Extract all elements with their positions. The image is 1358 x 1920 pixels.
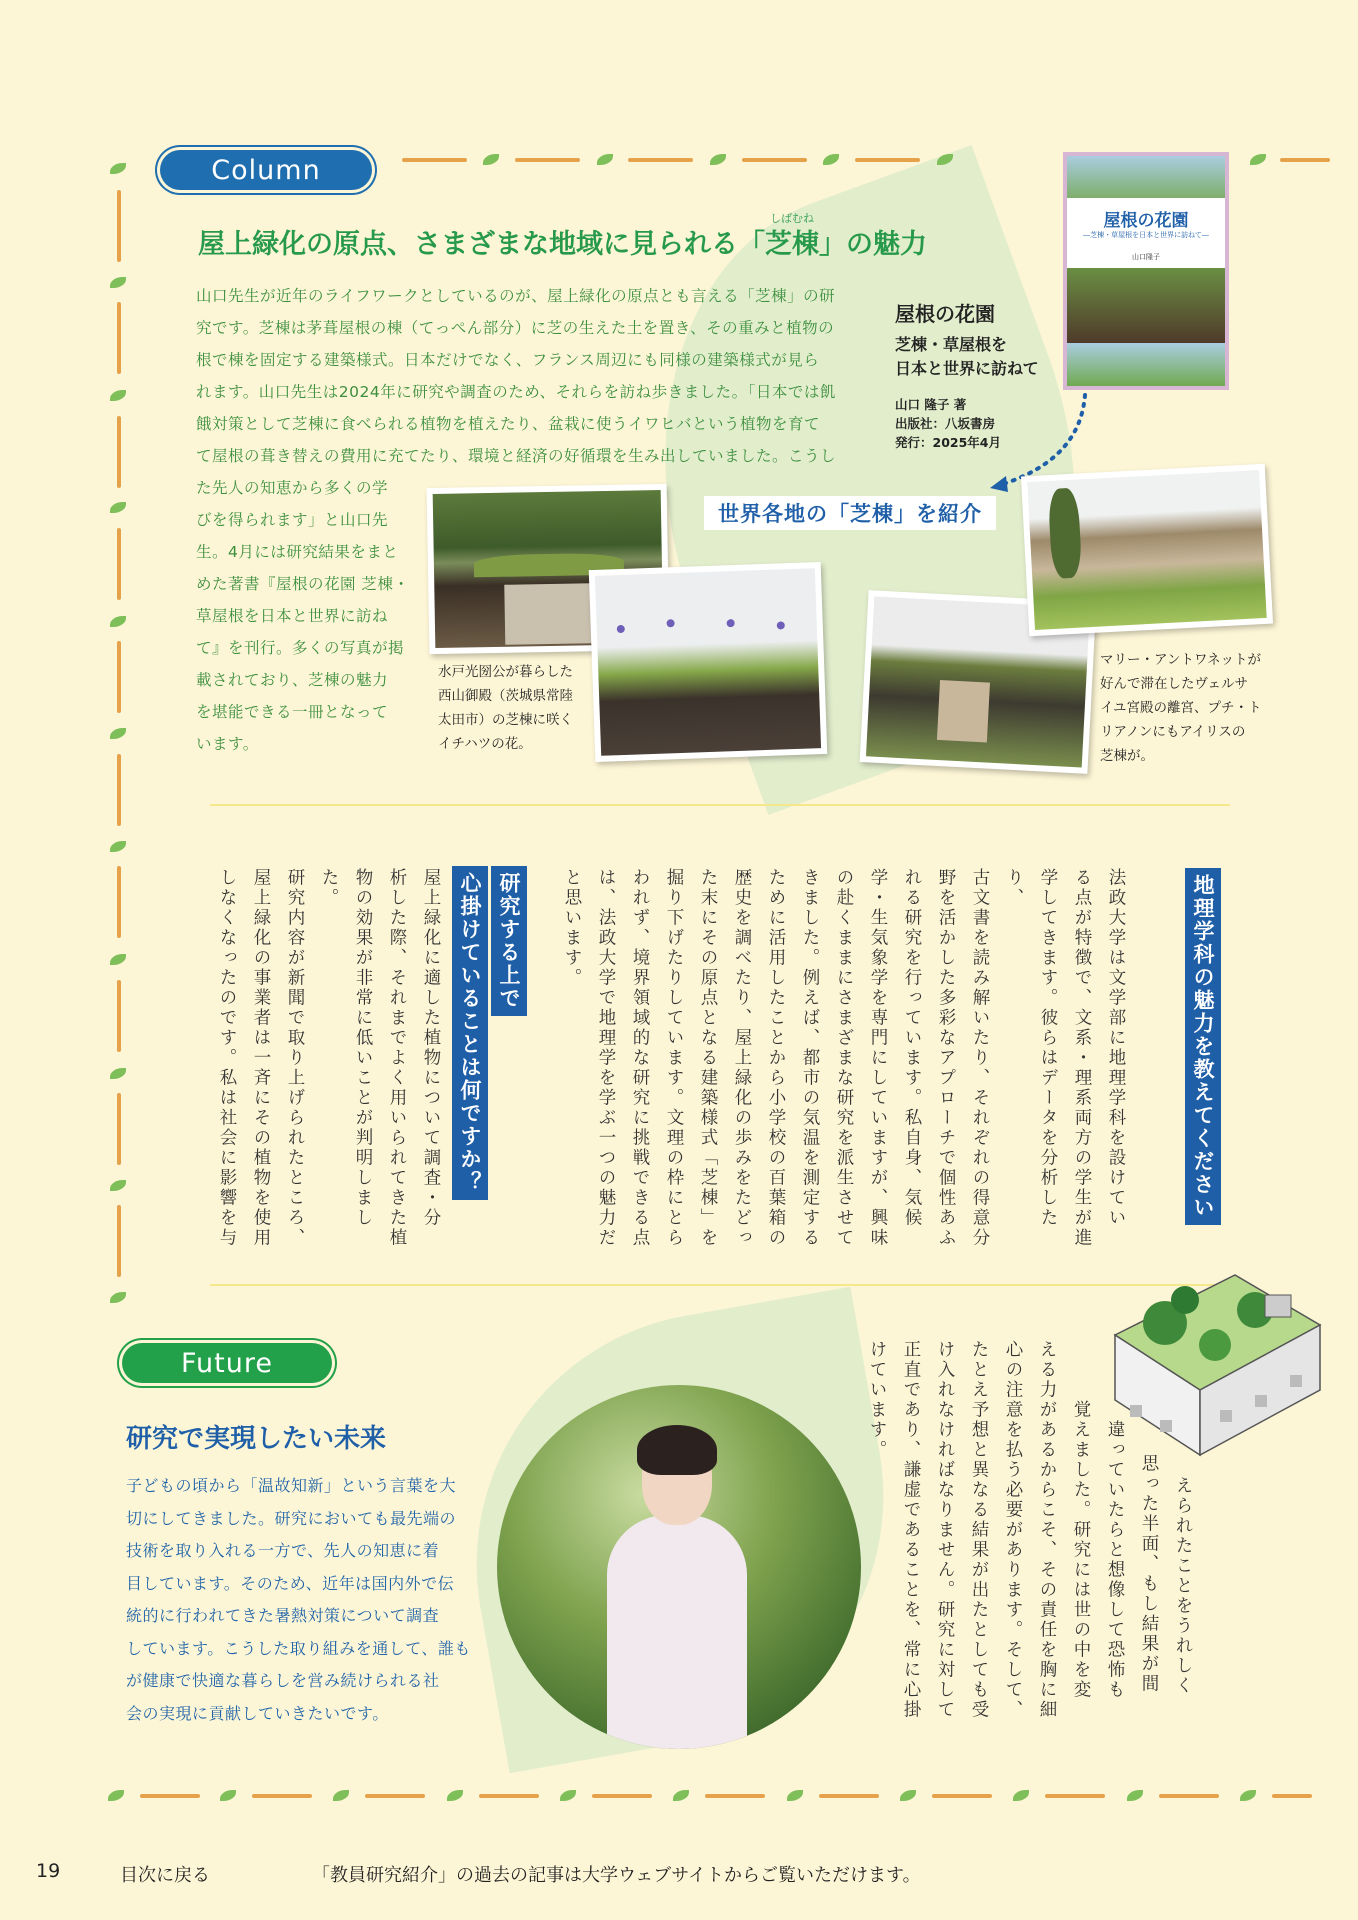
paragraph-line: 載されており、芝棟の魅力 — [196, 671, 389, 689]
q2-line: け入れなければなりません。研究に対して — [935, 1340, 955, 1720]
column-badge — [160, 150, 372, 190]
book-author: 山口 隆子 著 — [895, 397, 967, 412]
q1-line: と思います。 — [562, 868, 582, 988]
paragraph-line: 山口先生が近年のライフワークとしているのが、屋上緑化の原点とも言える「芝棟」の研 — [196, 287, 836, 305]
q2-line: 正直であり、謙虚であることを、常に心掛 — [901, 1340, 921, 1720]
future-line: 目しています。そのため、近年は国内外で伝 — [126, 1573, 455, 1593]
q1-line: 古文書を読み解いたり、それぞれの得意分 — [970, 868, 990, 1248]
q2-heading-line2: 心掛けていることは何ですか？ — [452, 866, 488, 1200]
future-line: 子どもの頃から「温故知新」という言葉を大 — [126, 1476, 457, 1495]
photo-petit-trianon — [1021, 464, 1273, 637]
caption-line: イチハツの花。 — [438, 736, 532, 752]
column-paragraph — [196, 280, 846, 472]
future-line: 統的に行われてきた暑熱対策について調査 — [126, 1606, 440, 1625]
q2-line: 思った半面、もし結果が間 — [1139, 1454, 1159, 1694]
book-release: 発行：2025年4月 — [895, 435, 1001, 450]
book-subtitle: 日本と世界に訪ねて — [895, 359, 1039, 378]
book-cover — [1063, 152, 1229, 390]
q2-body — [210, 868, 448, 1248]
caption-line: 水戸光圀公が暮らした — [438, 664, 573, 680]
paragraph-line: 究です。芝棟は茅葺屋根の棟（てっぺん部分）に芝の生えた土を置き、その重みと植物の — [196, 319, 835, 337]
column-title-text: 屋上緑化の原点、さまざまな地域に見られる「芝棟」の魅力 — [198, 229, 927, 260]
caption-line: 芝棟が。 — [1100, 748, 1154, 764]
paragraph-line: 生。4月には研究結果をまと — [196, 543, 399, 561]
caption-line: イユ宮殿の離宮、プチ・ト — [1100, 700, 1262, 716]
q2-line: 析した際、それまでよく用いられてきた植 — [387, 868, 407, 1248]
q1-line: 歴史を調べたり、屋上緑化の歩みをたどっ — [732, 868, 752, 1248]
q1-line: 野を活かした多彩なアプローチで個性あふ — [936, 868, 956, 1248]
q2-line: 屋上緑化に適した植物について調査・分 — [421, 868, 441, 1228]
caption-line: マリー・アントワネットが — [1100, 652, 1262, 668]
q1-line: きました。例えば、都市の気温を測定する — [800, 868, 820, 1248]
divider-top — [210, 804, 1230, 806]
page-number: 19 — [36, 1860, 61, 1882]
q1-line: の赴くままにさまざまな研究を派生させて — [834, 868, 854, 1248]
future-title: 研究で実現したい未来 — [126, 1424, 387, 1454]
future-paragraph — [126, 1470, 486, 1730]
q2-line: しなくなったのです。私は社会に影響を与 — [217, 868, 237, 1248]
q2-heading-line1: 研究する上で — [491, 866, 527, 1016]
column-paragraph-narrow — [196, 472, 416, 760]
paragraph-line: れます。山口先生は2024年に研究や調査のため、それらを訪ね歩きました。「日本では飢 — [196, 383, 836, 401]
paragraph-line: 根で棟を固定する建築様式。日本だけでなく、フランス周辺にも同様の建築様式が見ら — [196, 351, 820, 369]
book-cover-subtitle: ―芝棟・草屋根を日本と世界に訪ねて― — [1083, 231, 1209, 239]
paragraph-line: います。 — [196, 735, 259, 753]
q1-line: ために活用したことから小学校の百葉箱の — [766, 868, 786, 1248]
world-heading: 世界各地の「芝棟」を紹介 — [704, 496, 996, 530]
paragraph-line: て屋根の葺き替えの費用に充てたり、環境と経済の好循環を生み出していました。こうし — [196, 447, 837, 465]
q2-line: 心の注意を払う必要があります。そして、 — [1003, 1340, 1023, 1720]
shibamune-ruby: しばむね — [770, 212, 814, 225]
q1-line: れる研究を行っています。私自身、気候 — [902, 868, 922, 1228]
future-line: が健康で快適な暮らしを営み続けられる社 — [126, 1671, 440, 1690]
q2-line: えられたことをうれしく — [1173, 1476, 1193, 1696]
paragraph-line: た先人の知恵から多くの学 — [196, 479, 389, 497]
portrait-photo — [497, 1385, 861, 1749]
q2-line: 物の効果が非常に低いことが判明しました。 — [319, 868, 373, 1228]
photo-iris-roof — [589, 562, 828, 762]
paragraph-line: を堪能できる一冊となって — [196, 703, 389, 721]
q1-line: た末にその原点となる建築様式「芝棟」を — [698, 868, 718, 1248]
q1-line: 法政大学は文学部に地理学科を設けてい — [1106, 868, 1126, 1228]
divider-bottom — [210, 1284, 1230, 1286]
future-line: 会の実現に貢献していきたいです。 — [126, 1703, 389, 1723]
q1-line: る点が特徴で、文系・理系両方の学生が進 — [1072, 868, 1092, 1248]
caption-versailles — [1100, 648, 1261, 768]
column-badge-label: Column — [211, 154, 321, 186]
future-line: 切にしてきました。研究においても最先端の — [126, 1508, 457, 1528]
book-cover-title: 屋根の花園 — [1103, 211, 1189, 231]
future-line: 技術を取り入れる一方で、先人の知恵に着 — [126, 1541, 440, 1560]
book-subtitle: 芝棟・草屋根を — [895, 335, 1008, 354]
future-badge — [122, 1343, 332, 1383]
q2-line: 屋上緑化の事業者は一斉にその植物を使用 — [251, 868, 271, 1248]
q2-line: える力があるからこそ、その責任を胸に細 — [1037, 1340, 1057, 1720]
book-publisher: 出版社：八坂書房 — [895, 416, 996, 431]
q2-line: たとえ予想と異なる結果が出たとしても受 — [969, 1340, 989, 1720]
q1-heading: 地理学科の魅力を教えてください — [1185, 868, 1221, 1225]
future-line: しています。こうした取り組みを通して、誰も — [126, 1638, 471, 1658]
caption-line: 好んで滞在したヴェルサ — [1100, 676, 1248, 692]
toc-link[interactable]: 目次に戻る — [120, 1865, 210, 1886]
future-badge-label: Future — [181, 1347, 273, 1379]
q2-line: 違っていたらと想像して恐怖も — [1105, 1420, 1125, 1700]
caption-line: 太田市）の芝棟に咲く — [438, 712, 573, 728]
caption-line: 西山御殿（茨城県常陸 — [438, 688, 573, 704]
column-title — [198, 222, 927, 261]
q1-line: 掘り下げたりしています。文理の枠にとら — [664, 868, 684, 1248]
q1-line: は、法政大学で地理学を学ぶ一つの魅力だ — [596, 868, 616, 1248]
paragraph-line: て』を刊行。多くの写真が掲 — [196, 639, 405, 657]
paragraph-line: びを得られます」と山口先 — [196, 511, 389, 529]
q1-line: 学・生気象学を専門にしていますが、興味 — [868, 868, 888, 1248]
paragraph-line: めた著書『屋根の花園 芝棟・ — [196, 575, 410, 593]
q2-line: 覚えました。研究には世の中を変 — [1071, 1400, 1091, 1700]
book-cover-author: 山口隆子 — [1132, 253, 1160, 261]
q1-body — [555, 868, 1133, 1248]
q1-line: われず、境界領域的な研究に挑戦できる点 — [630, 868, 650, 1248]
green-roof-building-illustration — [1105, 1255, 1325, 1465]
paragraph-line: 餓対策として芝棟に食べられる植物を植えたり、盆栽に使うイワヒバという植物を育て — [196, 415, 821, 433]
q1-line: 学してきます。彼らはデータを分析したり、 — [1004, 868, 1058, 1228]
caption-line: リアノンにもアイリスの — [1100, 724, 1246, 740]
book-title: 屋根の花園 — [895, 302, 995, 326]
caption-nishiyama — [438, 660, 573, 756]
q2-line: 研究内容が新聞で取り上げられたところ、 — [285, 868, 305, 1248]
archive-notice: 「教員研究紹介」の過去の記事は大学ウェブサイトからご覧いただけます。 — [312, 1865, 921, 1886]
paragraph-line: 草屋根を日本と世界に訪ね — [196, 607, 389, 625]
q2-line: けています。 — [867, 1340, 887, 1460]
